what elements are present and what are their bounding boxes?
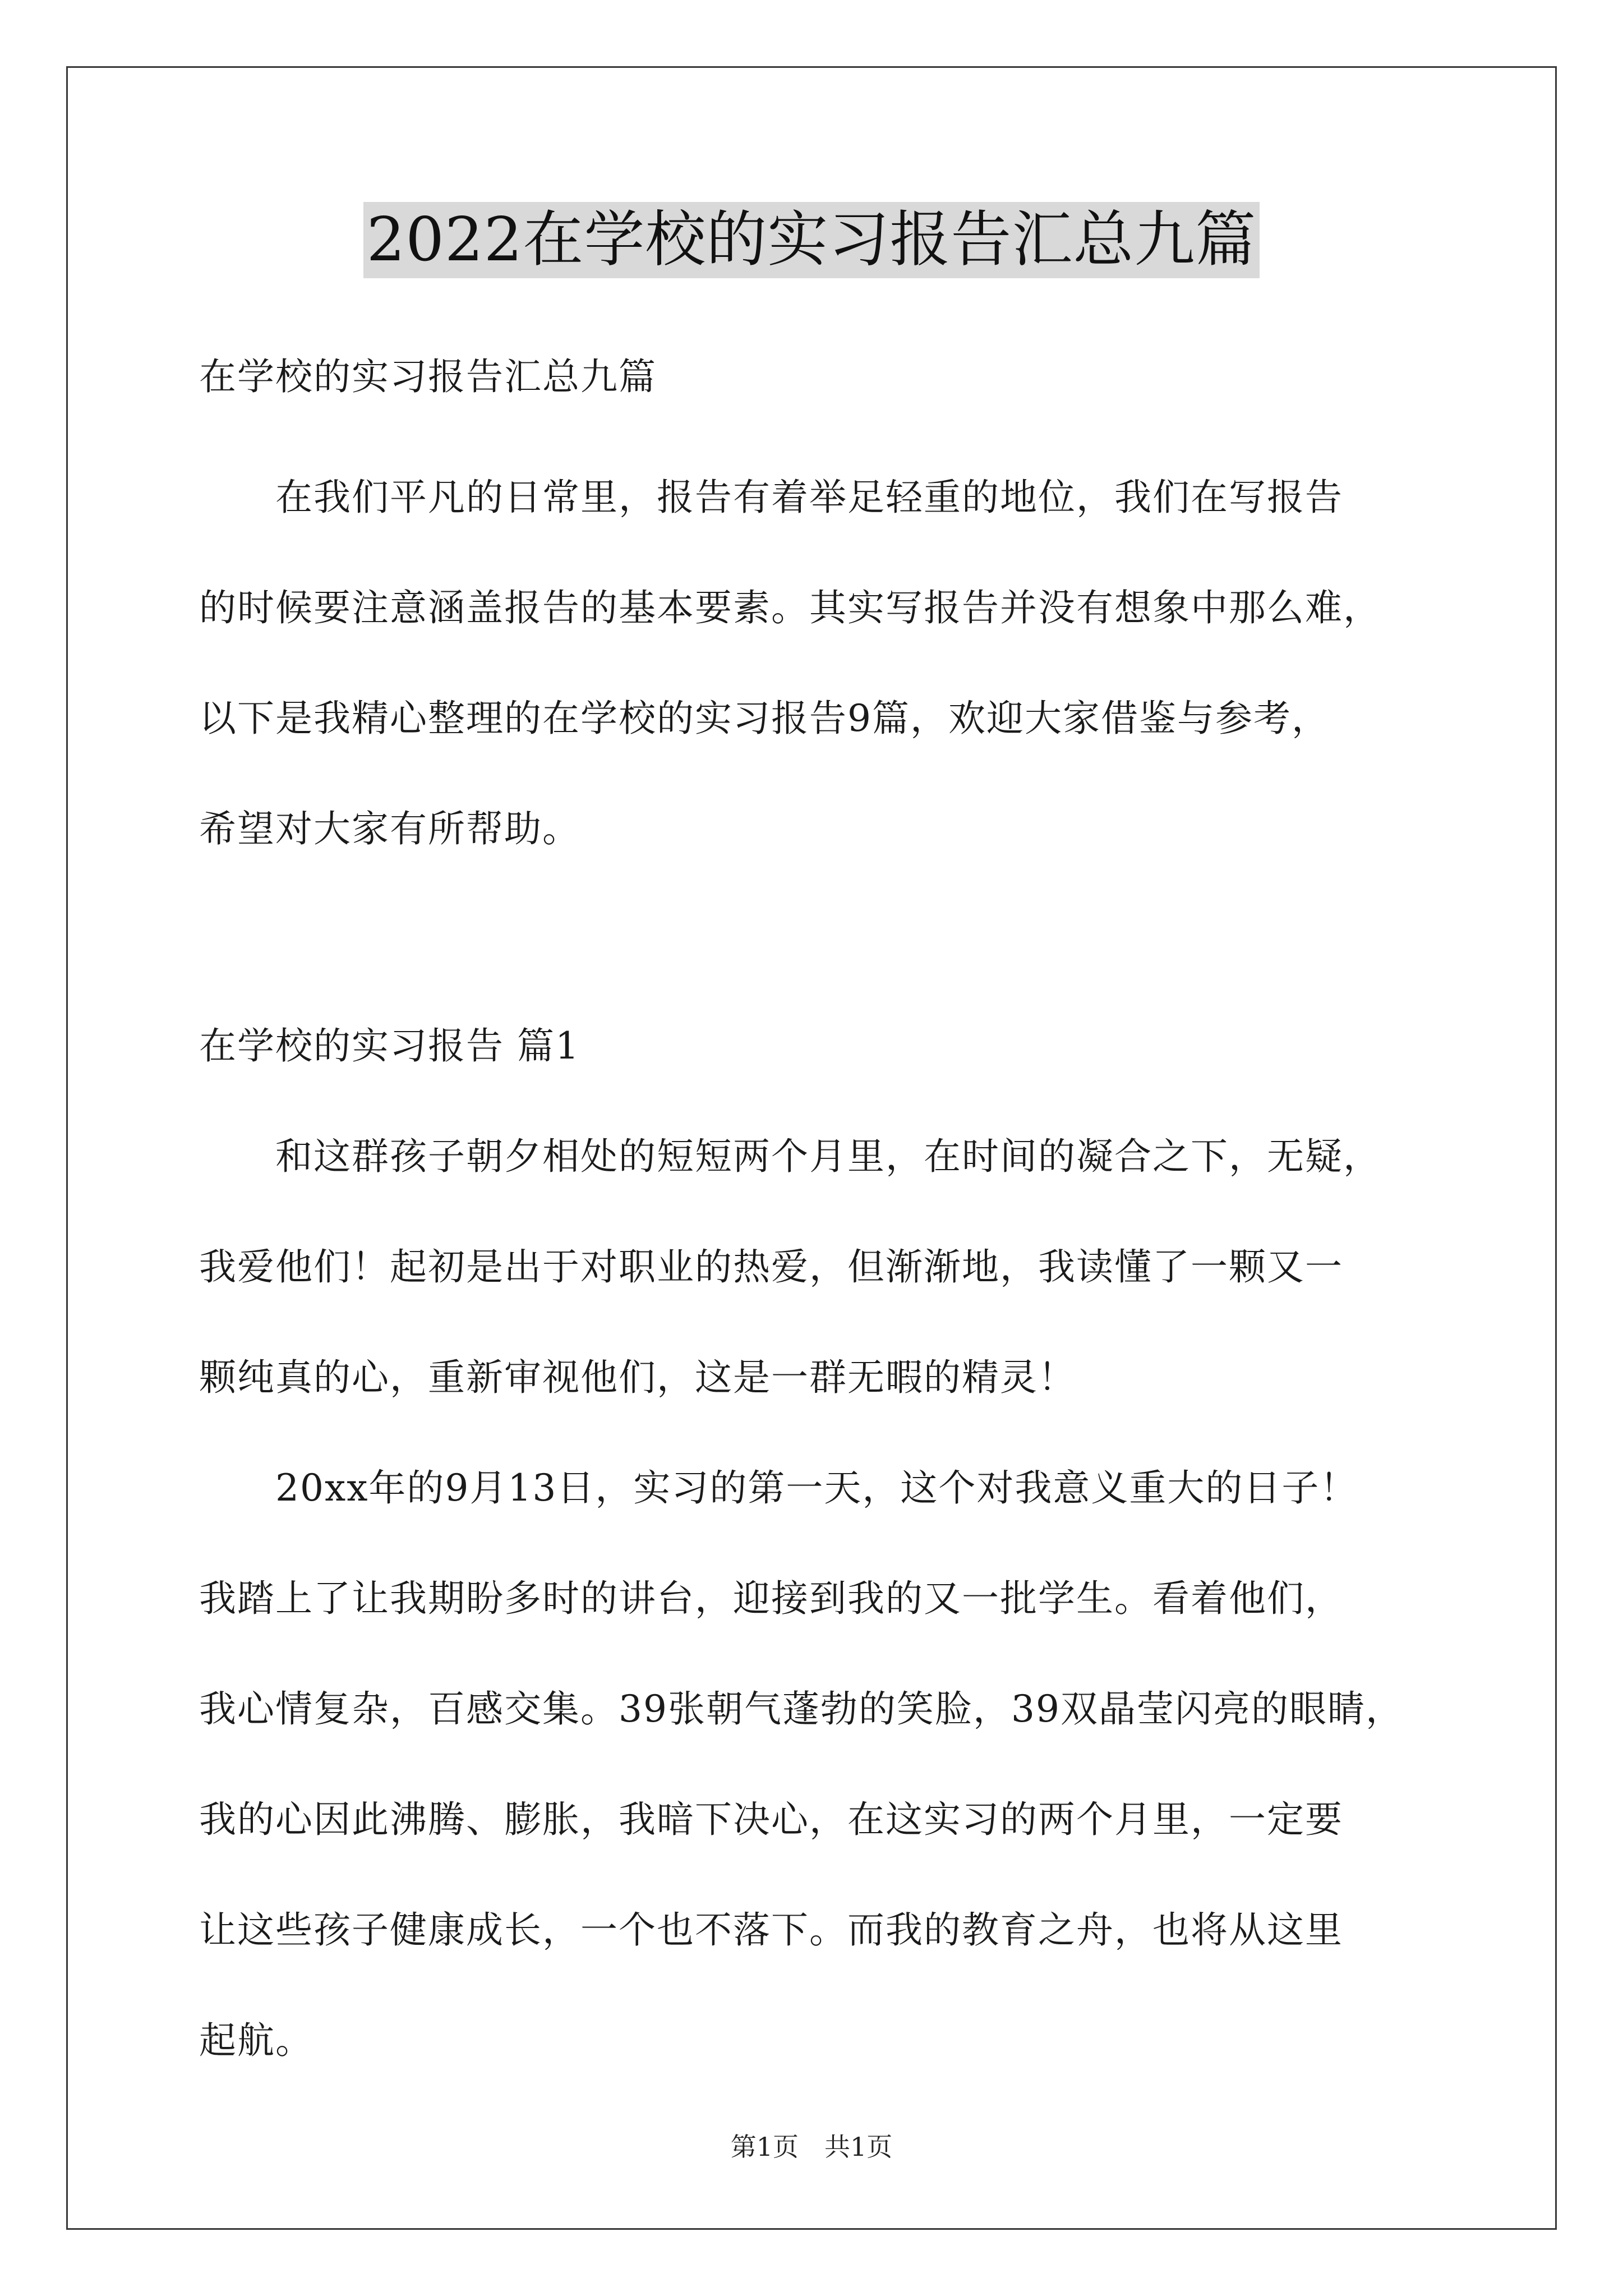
section-heading: 在学校的实习报告 篇1 [199, 1024, 580, 1068]
title-container [0, 202, 1623, 278]
intro-line: 希望对大家有所帮助。 [199, 807, 580, 850]
page-footer: 第1页 共1页 [730, 2132, 893, 2162]
document-title: 2022在学校的实习报告汇总九篇 [363, 202, 1260, 278]
intro-paragraph [199, 442, 1433, 884]
paragraph-line: 我爱他们！起初是出于对职业的热爱，但渐渐地，我读懂了一颗又一 [199, 1245, 1343, 1289]
paragraph-line: 和这群孩子朝夕相处的短短两个月里，在时间的凝合之下，无疑， [199, 1135, 1381, 1178]
intro-line: 以下是我精心整理的在学校的实习报告9篇，欢迎大家借鉴与参考， [199, 697, 1330, 740]
intro-line: 在我们平凡的日常里，报告有着举足轻重的地位，我们在写报告 [199, 476, 1343, 519]
paragraph-2 [199, 1433, 1433, 2096]
section-gap [199, 884, 1433, 991]
intro-line: 的时候要注意涵盖报告的基本要素。其实写报告并没有想象中那么难， [199, 586, 1381, 629]
document-subtitle: 在学校的实习报告汇总九篇 [199, 355, 657, 398]
paragraph-line: 我心情复杂，百感交集。39张朝气蓬勃的笑脸，39双晶莹闪亮的眼睛， [199, 1687, 1404, 1731]
paragraph-line: 起航。 [199, 2019, 313, 2062]
paragraph-1 [199, 1101, 1433, 1433]
paragraph-line: 我踏上了让我期盼多时的讲台，迎接到我的又一批学生。看着他们， [199, 1577, 1343, 1620]
paragraph-line: 让这些孩子健康成长，一个也不落下。而我的教育之舟，也将从这里 [199, 1908, 1343, 1952]
document-body [199, 312, 1433, 2096]
paragraph-line: 颗纯真的心，重新审视他们，这是一群无暇的精灵！ [199, 1356, 1076, 1399]
paragraph-line: 20xx年的9月13日，实习的第一天，这个对我意义重大的日子！ [199, 1466, 1358, 1510]
paragraph-line: 我的心因此沸腾、膨胀，我暗下决心，在这实习的两个月里，一定要 [199, 1798, 1343, 1841]
